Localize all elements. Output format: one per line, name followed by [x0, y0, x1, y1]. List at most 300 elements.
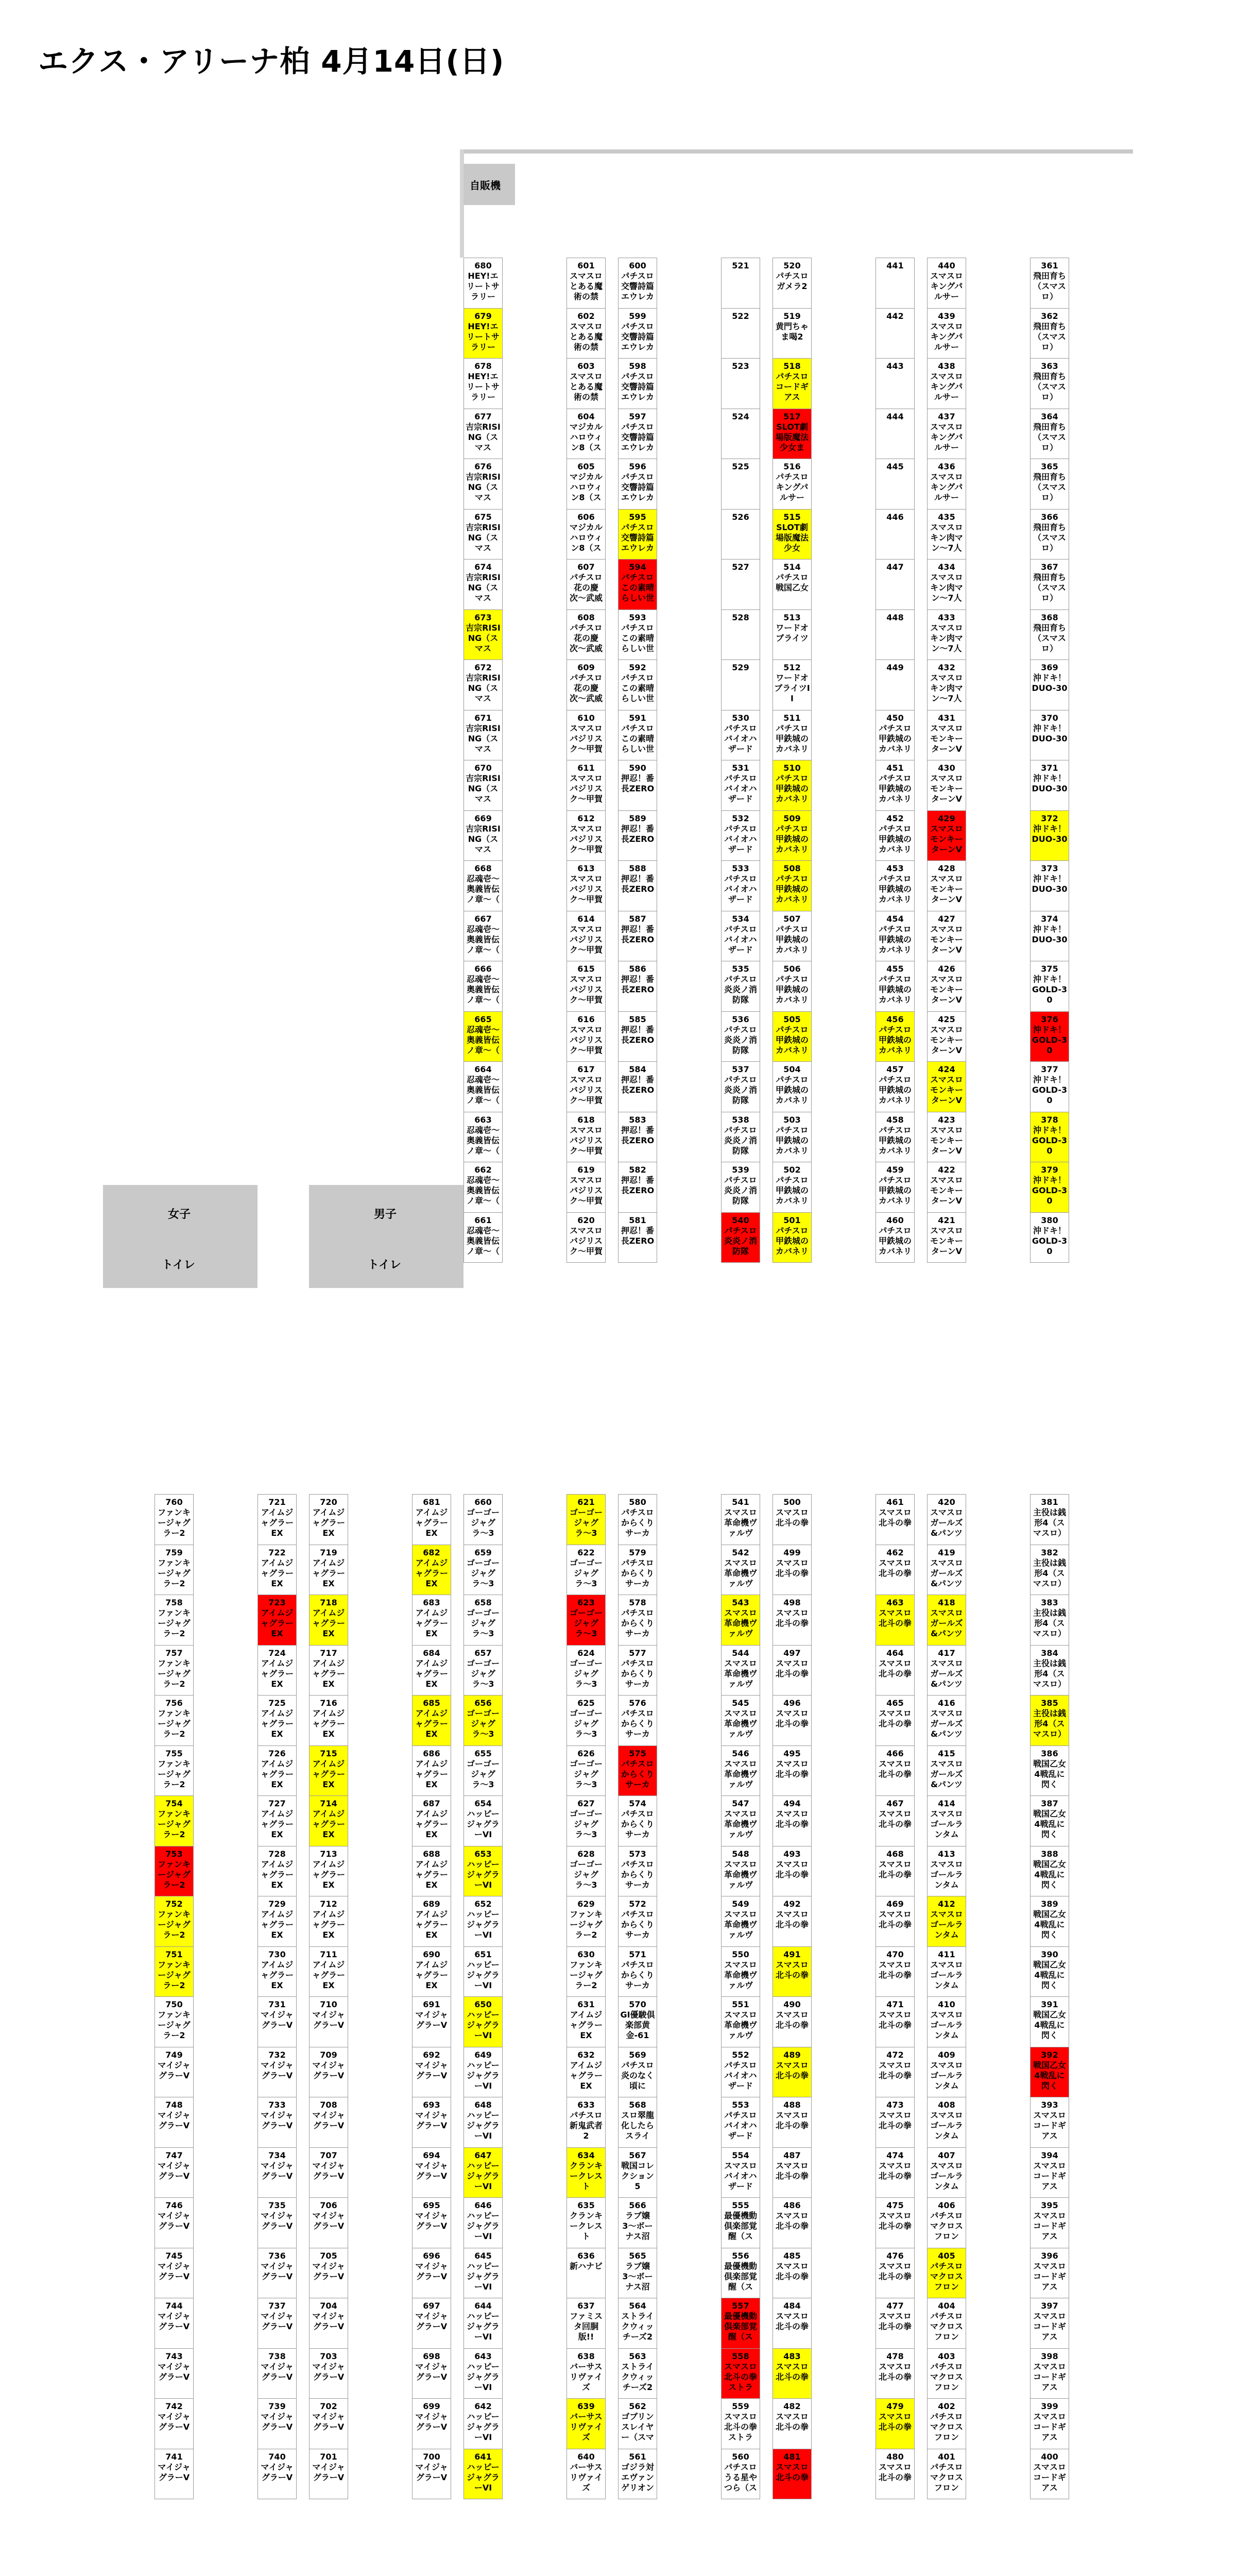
machine-number: 372 [1041, 813, 1058, 823]
machine-cell [464, 2147, 503, 2198]
machine-name: スマスロバジリスク〜甲賀 [569, 1225, 603, 1256]
machine-number: 515 [783, 512, 801, 522]
machine-cell [154, 1745, 194, 1797]
machine-number: 756 [165, 1698, 183, 1708]
machine-number: 549 [732, 1899, 749, 1909]
upper-column-1 [464, 258, 503, 1263]
machine-number: 654 [474, 1799, 492, 1808]
machine-cell [464, 2097, 503, 2148]
machine-cell [1030, 1996, 1069, 2047]
machine-cell [618, 1795, 657, 1846]
machine-number: 644 [474, 2301, 492, 2311]
machine-number: 495 [783, 1748, 801, 1758]
machine-number: 476 [886, 2250, 904, 2261]
machine-number: 741 [165, 2451, 183, 2462]
machine-cell [772, 308, 812, 359]
machine-number: 750 [165, 1999, 183, 2009]
machine-number: 416 [938, 1698, 955, 1708]
machine-name: スマスロ北斗の拳 [775, 1658, 809, 1679]
machine-cell [566, 609, 606, 660]
machine-number: 470 [886, 1949, 904, 1959]
machine-cell [721, 659, 760, 710]
machine-name: アイムジャグラーEX [260, 1658, 294, 1689]
machine-cell [927, 2398, 966, 2449]
machine-name: スマスロ北斗の拳 [878, 1809, 912, 1829]
machine-cell [566, 1545, 606, 1596]
machine-cell [927, 409, 966, 460]
machine-cell [721, 1795, 760, 1846]
machine-cell [772, 2197, 812, 2248]
machine-name: アイムジャグラーEX [260, 1708, 294, 1739]
machine-number: 698 [423, 2351, 440, 2361]
machine-number: 574 [629, 1799, 646, 1808]
machine-number: 516 [783, 462, 801, 471]
machine-name: マイジャグラーV [312, 2361, 345, 2382]
machine-cell [927, 860, 966, 911]
machine-number: 566 [629, 2200, 646, 2210]
machine-name: ゴーゴージャグラ〜3 [466, 1658, 500, 1689]
machine-number: 742 [165, 2401, 183, 2411]
machine-name: パチスロからくりサーカ [621, 1507, 654, 1538]
machine-cell [464, 1645, 503, 1696]
machine-number: 567 [629, 2150, 646, 2160]
machine-number: 656 [474, 1698, 492, 1708]
lower-column-2 [258, 1494, 297, 2499]
machine-number: 678 [474, 361, 492, 371]
machine-cell [876, 2248, 915, 2299]
machine-number: 449 [886, 663, 904, 672]
machine-name: ストライクウィッチーズ2 [621, 2311, 654, 2342]
machine-number: 719 [320, 1547, 337, 1557]
machine-number: 687 [423, 1799, 440, 1808]
machine-number: 482 [783, 2401, 801, 2411]
machine-number: 477 [886, 2301, 904, 2311]
machine-number: 373 [1041, 863, 1058, 873]
machine-name: アイムジャグラーEX [415, 1859, 448, 1890]
machine-name: パチスロ甲鉄城のカバネリ [775, 823, 809, 854]
machine-cell [618, 860, 657, 911]
machine-cell [309, 2449, 348, 2500]
machine-number: 417 [938, 1648, 955, 1658]
machine-name: アイムジャグラーEX [415, 1608, 448, 1638]
machine-name: パチスロ甲鉄城のカバネリ [775, 1225, 809, 1256]
machine-name: スマスロゴールランタム [930, 1959, 963, 1990]
machine-cell [772, 358, 812, 409]
machine-cell [1030, 1795, 1069, 1846]
machine-cell [618, 1846, 657, 1897]
machine-name: スマスロバジリスク〜甲賀 [569, 773, 603, 804]
machine-name: 沖ドキ！GOLD-30 [1032, 974, 1068, 1005]
machine-cell [464, 860, 503, 911]
machine-name: スマスロ北斗の拳 [878, 2060, 912, 2080]
machine-cell [566, 1996, 606, 2047]
machine-name: 最優機動倶楽部覚醒（ス [724, 2211, 757, 2241]
machine-number: 394 [1041, 2150, 1058, 2160]
machine-name: マイジャグラーV [158, 2361, 191, 2382]
machine-name: マイジャグラーV [261, 2462, 294, 2482]
machine-cell [721, 1162, 760, 1213]
machine-number: 453 [886, 863, 904, 873]
machine-name: スマスロ北斗の拳 [775, 1959, 809, 1980]
machine-cell [566, 2097, 606, 2148]
machine-name: マイジャグラーV [312, 2311, 345, 2331]
machine-cell [412, 2449, 451, 2500]
machine-cell [618, 2097, 657, 2148]
machine-number: 722 [268, 1547, 286, 1557]
machine-name: ファンキージャグラー2 [158, 1557, 191, 1588]
machine-cell [927, 1011, 966, 1062]
machine-name: パチスロこの素晴らしい世 [621, 673, 654, 703]
machine-name: スマスロとある魔術の禁 [569, 321, 603, 352]
machine-name: スマスロ北斗の拳 [775, 1809, 809, 1829]
machine-name: スマスロバジリスク〜甲賀 [569, 1024, 603, 1055]
machine-number: 738 [268, 2351, 286, 2361]
machine-number: 705 [320, 2250, 337, 2261]
machine-number: 642 [474, 2401, 492, 2411]
machine-cell [927, 609, 966, 660]
machine-cell [927, 810, 966, 861]
machine-name: 忍魂壱〜奥義皆伝ノ章〜（ [466, 1225, 500, 1256]
machine-cell [772, 258, 812, 309]
machine-name: 主役は銭形4（スマスロ） [1033, 1708, 1066, 1739]
machine-name: 忍魂壱〜奥義皆伝ノ章〜（ [466, 874, 500, 904]
machine-name: スマスロ北斗の拳 [775, 2060, 809, 2080]
machine-name: パチスロガメラ2 [776, 271, 809, 291]
machine-name: スマスロ北斗の拳 [878, 1959, 912, 1980]
machine-number: 536 [732, 1014, 749, 1024]
machine-name: スロ翠龍化したらスライ [621, 2110, 654, 2141]
machine-cell [772, 1061, 812, 1112]
machine-number: 557 [732, 2301, 749, 2311]
machine-cell [1030, 1745, 1069, 1797]
machine-cell [309, 1745, 348, 1797]
machine-cell [927, 710, 966, 761]
machine-cell [566, 911, 606, 962]
machine-name: ハッピージャグラーVI [467, 1859, 500, 1890]
machine-name: マイジャグラーV [415, 2211, 448, 2231]
machine-number: 589 [629, 813, 646, 823]
machine-cell [876, 2398, 915, 2449]
women-toilet [103, 1185, 258, 1288]
machine-name: 飛田育ち（スマスロ） [1033, 271, 1066, 301]
machine-number: 685 [423, 1698, 440, 1708]
machine-cell [154, 2449, 194, 2500]
machine-name: パチスロコードギアス [775, 371, 809, 402]
machine-number: 490 [783, 1999, 801, 2009]
machine-number: 737 [268, 2301, 286, 2311]
machine-name: マジカルハロウィン8（ス [569, 472, 603, 502]
machine-name: マイジャグラーV [415, 2261, 448, 2281]
machine-cell [772, 2348, 812, 2399]
machine-name: マイジャグラーV [312, 2412, 345, 2432]
machine-number: 463 [886, 1598, 904, 1607]
machine-cell [412, 1695, 451, 1746]
machine-number: 711 [320, 1949, 337, 1959]
machine-name: スマスロモンキーターンV [930, 773, 963, 804]
machine-cell [876, 2197, 915, 2248]
machine-name: マイジャグラーV [415, 2010, 448, 2030]
machine-number: 598 [629, 361, 646, 371]
machine-cell [721, 2348, 760, 2399]
machine-number: 760 [165, 1497, 183, 1507]
machine-name: ハッピージャグラーVI [467, 2010, 500, 2040]
machine-name: アイムジャグラーEX [415, 1959, 448, 1990]
machine-cell [258, 1645, 297, 1696]
machine-name: ファンキージャグラー2 [158, 1758, 191, 1789]
machine-number: 568 [629, 2100, 646, 2110]
machine-number: 701 [320, 2451, 337, 2462]
machine-number: 596 [629, 462, 646, 471]
machine-number: 505 [783, 1014, 801, 1024]
machine-number: 690 [423, 1949, 440, 1959]
machine-cell [309, 2147, 348, 2198]
machine-number: 620 [577, 1215, 595, 1225]
machine-name: アイムジャグラーEX [415, 1708, 448, 1739]
machine-name: パチスロ交響詩篇エウレカ [621, 321, 654, 352]
machine-name: スマスロ北斗の拳 [878, 1708, 912, 1728]
machine-name: ハッピージャグラーVI [467, 2361, 500, 2392]
machine-name: アイムジャグラーEX [312, 1909, 345, 1940]
machine-cell [618, 308, 657, 359]
machine-cell [772, 1846, 812, 1897]
machine-name: パチスロ炎のなく頃に [621, 2060, 654, 2091]
machine-name: パチスロ花の慶次〜武威 [569, 622, 603, 653]
machine-name: マイジャグラーV [312, 2110, 345, 2130]
machine-number: 457 [886, 1064, 904, 1074]
machine-name: 戦国コレクション5 [621, 2160, 654, 2191]
machine-name: マイジャグラーV [312, 2211, 345, 2231]
machine-number: 640 [577, 2451, 595, 2462]
machine-cell [721, 1846, 760, 1897]
machine-name: スマスロゴールランタム [930, 2110, 963, 2141]
machine-number: 702 [320, 2401, 337, 2411]
machine-cell [618, 810, 657, 861]
machine-number: 602 [577, 311, 595, 321]
machine-name: パチスロ甲鉄城のカバネリ [878, 974, 912, 1005]
machine-name: マイジャグラーV [312, 2261, 345, 2281]
machine-number: 555 [732, 2200, 749, 2210]
machine-number: 677 [474, 411, 492, 421]
machine-number: 365 [1041, 462, 1058, 471]
machine-name: 吉宗RISING（スマス [466, 472, 501, 502]
machine-cell [772, 1795, 812, 1846]
machine-cell [309, 1946, 348, 1997]
lower-column-10 [876, 1494, 915, 2499]
machine-cell [876, 1212, 915, 1263]
machine-cell [927, 559, 966, 610]
machine-number: 657 [474, 1648, 492, 1658]
machine-number: 486 [783, 2200, 801, 2210]
machine-name: スマスロゴールランタム [930, 2160, 963, 2191]
machine-number: 627 [577, 1799, 595, 1808]
machine-number: 707 [320, 2150, 337, 2160]
machine-name: スマスロバジリスク〜甲賀 [569, 1125, 603, 1156]
machine-cell [618, 1695, 657, 1746]
machine-name: マイジャグラーV [415, 2110, 448, 2130]
machine-cell [154, 2248, 194, 2299]
machine-cell [412, 1896, 451, 1947]
machine-cell [566, 1595, 606, 1646]
machine-name: スマスロゴールランタム [930, 1809, 963, 1839]
machine-cell [464, 509, 503, 560]
machine-cell [876, 409, 915, 460]
machine-cell [464, 1212, 503, 1263]
machine-cell [566, 308, 606, 359]
machine-number: 500 [783, 1497, 801, 1507]
machine-number: 743 [165, 2351, 183, 2361]
machine-number: 612 [577, 813, 595, 823]
machine-cell [412, 1545, 451, 1596]
machine-cell [309, 2047, 348, 2098]
machine-number: 617 [577, 1064, 595, 1074]
machine-cell [309, 2197, 348, 2248]
machine-name: スマスロバジリスク〜甲賀 [569, 924, 603, 955]
machine-name: スマスロ北斗の拳 [878, 1909, 912, 1929]
machine-number: 533 [732, 863, 749, 873]
machine-number: 586 [629, 964, 646, 974]
machine-cell [154, 2298, 194, 2349]
machine-name: ワードオブライツ [776, 622, 809, 643]
machine-name: スマスロ北斗の拳 [878, 1859, 912, 1879]
machine-cell [618, 1595, 657, 1646]
machine-name: スマスロ北斗の拳 [775, 1859, 809, 1879]
machine-number: 599 [629, 311, 646, 321]
machine-cell [927, 760, 966, 811]
machine-cell [618, 2197, 657, 2248]
machine-number: 746 [165, 2200, 183, 2210]
machine-cell [772, 1896, 812, 1947]
machine-cell [876, 2047, 915, 2098]
machine-cell [258, 1745, 297, 1797]
machine-cell [618, 1545, 657, 1596]
machine-name: スマスロコードギアス [1033, 2211, 1066, 2241]
machine-name: ハッピージャグラーVI [467, 2311, 500, 2342]
machine-name: スマスロ革命機ヴァルヴ [724, 1658, 757, 1689]
machine-number: 759 [165, 1547, 183, 1557]
machine-name: スマスロキングパルサー [930, 321, 963, 352]
machine-number: 551 [732, 1999, 749, 2009]
machine-number: 474 [886, 2150, 904, 2160]
machine-number: 582 [629, 1165, 646, 1175]
machine-name: パチスロバイオハザード [724, 2110, 757, 2141]
machine-name: マイジャグラーV [158, 2311, 191, 2331]
machine-number: 712 [320, 1899, 337, 1909]
machine-cell [154, 2197, 194, 2248]
machine-number: 571 [629, 1949, 646, 1959]
machine-number: 414 [938, 1799, 955, 1808]
machine-number: 661 [474, 1215, 492, 1225]
machine-name: パチスロバイオハザード [724, 823, 757, 854]
machine-number: 625 [577, 1698, 595, 1708]
machine-cell [566, 1645, 606, 1696]
machine-name: スマスロとある魔術の禁 [569, 371, 603, 402]
machine-number: 679 [474, 311, 492, 321]
machine-cell [927, 1212, 966, 1263]
machine-cell [566, 258, 606, 309]
machine-cell [464, 1695, 503, 1746]
machine-name: マイジャグラーV [158, 2110, 191, 2130]
machine-number: 411 [938, 1949, 955, 1959]
machine-cell [772, 810, 812, 861]
machine-cell [309, 1695, 348, 1746]
machine-name: スマスロ北斗の拳ストラ [724, 2361, 757, 2392]
machine-cell [927, 1795, 966, 1846]
machine-number: 446 [886, 512, 904, 522]
machine-cell [412, 2047, 451, 2098]
machine-name: パチスロ甲鉄城のカバネリ [775, 1125, 809, 1156]
machine-cell [464, 2348, 503, 2399]
machine-name: スマスロ革命機ヴァルヴ [724, 1608, 757, 1638]
machine-number: 384 [1041, 1648, 1058, 1658]
machine-cell [721, 509, 760, 560]
machine-cell [464, 2298, 503, 2349]
men-toilet [309, 1185, 464, 1288]
machine-number: 692 [423, 2049, 440, 2060]
machine-number: 739 [268, 2401, 286, 2411]
machine-cell [566, 1846, 606, 1897]
machine-cell [464, 2197, 503, 2248]
machine-number: 757 [165, 1648, 183, 1658]
machine-number: 410 [938, 1999, 955, 2009]
machine-number: 562 [629, 2401, 646, 2411]
machine-cell [618, 2147, 657, 2198]
machine-number: 550 [732, 1949, 749, 1959]
machine-name: パチスロマクロスフロン [930, 2311, 963, 2342]
machine-cell [566, 659, 606, 710]
machine-number: 418 [938, 1598, 955, 1607]
machine-number: 370 [1041, 713, 1058, 723]
machine-number: 419 [938, 1547, 955, 1557]
machine-cell [721, 258, 760, 309]
machine-number: 375 [1041, 964, 1058, 974]
machine-name: アイムジャグラーEX [260, 1758, 294, 1789]
machine-cell [721, 961, 760, 1012]
machine-number: 754 [165, 1799, 183, 1808]
machine-cell [412, 2398, 451, 2449]
machine-name: アイムジャグラーEX [312, 1708, 345, 1739]
machine-name: アイムジャグラーEX [312, 1758, 345, 1789]
machine-cell [464, 1545, 503, 1596]
machine-number: 689 [423, 1899, 440, 1909]
machine-number: 479 [886, 2401, 904, 2411]
machine-name: マイジャグラーV [312, 2060, 345, 2080]
machine-cell [876, 1846, 915, 1897]
machine-number: 504 [783, 1064, 801, 1074]
machine-name: パチスロからくりサーカ [621, 1909, 654, 1940]
machine-name: 吉宗RISING（スマス [466, 773, 501, 804]
machine-number: 595 [629, 512, 646, 522]
machine-cell [876, 308, 915, 359]
machine-name: スマスロ北斗の拳 [775, 1507, 809, 1528]
machine-number: 704 [320, 2301, 337, 2311]
machine-number: 498 [783, 1598, 801, 1607]
machine-name: スマスロ革命機ヴァルヴ [724, 1758, 757, 1789]
machine-number: 716 [320, 1698, 337, 1708]
machine-name: 忍魂壱〜奥義皆伝ノ章〜（ [466, 1125, 500, 1156]
machine-number: 752 [165, 1899, 183, 1909]
machine-name: マイジャグラーV [415, 2412, 448, 2432]
machine-cell [721, 559, 760, 610]
machine-number: 439 [938, 311, 955, 321]
machine-number: 608 [577, 612, 595, 622]
machine-name: スマスロ北斗の拳 [878, 2110, 912, 2130]
machine-number: 364 [1041, 411, 1058, 421]
machine-cell [412, 2298, 451, 2349]
machine-name: マイジャグラーV [415, 2361, 448, 2382]
machine-number: 666 [474, 964, 492, 974]
machine-number: 585 [629, 1014, 646, 1024]
machine-cell [412, 1795, 451, 1846]
